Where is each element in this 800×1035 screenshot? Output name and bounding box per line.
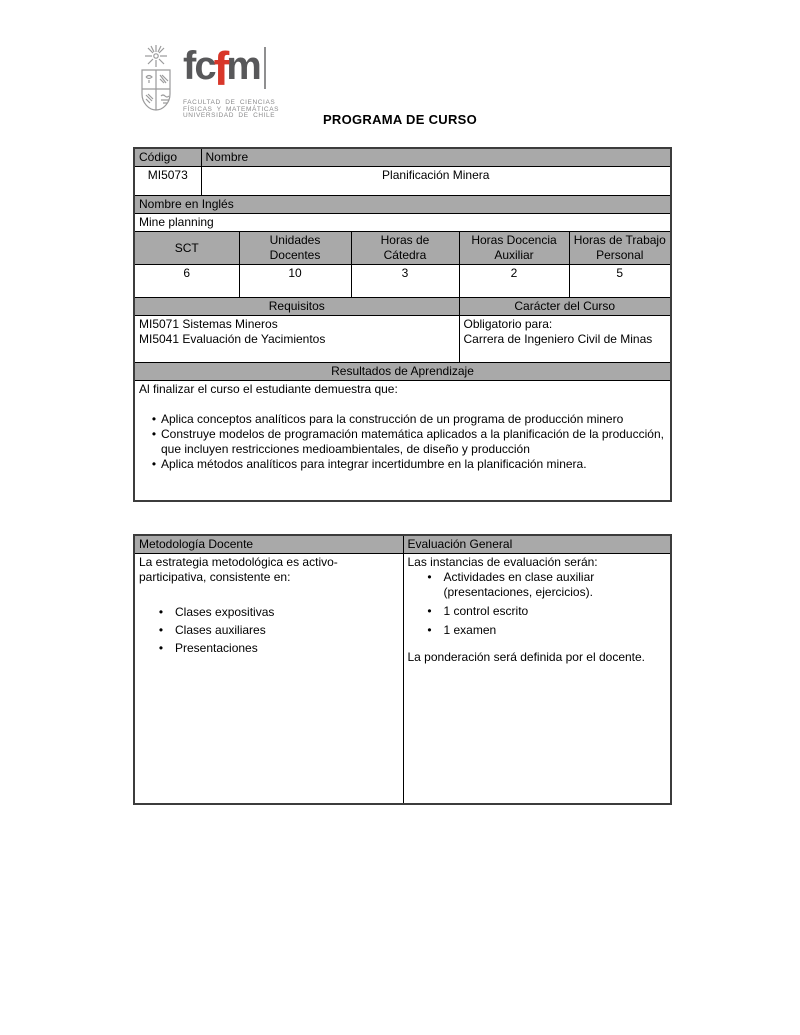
bullet-icon: • <box>151 427 157 441</box>
list-item <box>139 457 666 472</box>
bullet-text: Presentaciones <box>175 641 258 655</box>
horas-catedra-header-cell <box>351 232 459 265</box>
bullet-icon: • <box>158 623 164 637</box>
header-line: Docentes <box>269 248 321 262</box>
evaluacion-note: La ponderación será definida por el docente. <box>407 650 646 664</box>
bullet-icon: • <box>151 457 157 471</box>
caracter-value-cell <box>459 316 671 363</box>
codigo-header-cell: Código <box>134 148 201 167</box>
resultados-bullet-list <box>139 412 666 472</box>
logo-caption-line: UNIVERSIDAD DE CHILE <box>183 112 276 119</box>
nombre-ingles-header-cell: Nombre en Inglés <box>134 196 671 214</box>
bullet-text: Aplica conceptos analíticos para la construcción de un programa de producción minero <box>161 412 624 426</box>
horas-trabajo-value-cell: 5 <box>569 265 671 298</box>
codigo-value-cell: MI5073 <box>134 167 201 196</box>
bullet-text: Clases expositivas <box>175 605 275 619</box>
requisito-line: MI5041 Evaluación de Yacimientos <box>139 332 326 346</box>
unidades-docentes-header-cell <box>239 232 351 265</box>
list-item <box>408 604 667 619</box>
logo-caption-line: FÍSICAS Y MATEMÁTICAS <box>183 105 280 113</box>
fcfm-logo <box>135 44 279 122</box>
university-crest-icon <box>135 44 177 122</box>
requisitos-value-cell <box>134 316 459 363</box>
bullet-icon: • <box>427 623 432 637</box>
horas-trabajo-header-cell <box>569 232 671 265</box>
resultados-intro: Al finalizar el curso el estudiante demuestra que: <box>139 382 398 396</box>
wordmark-fc: fc <box>183 44 215 88</box>
fcfm-wordmark <box>183 44 279 96</box>
list-item <box>139 412 666 427</box>
caracter-line: Obligatorio para: <box>463 317 553 331</box>
nombre-ingles-value-cell: Mine planning <box>134 214 671 232</box>
nombre-value-cell: Planificación Minera <box>201 167 671 196</box>
caracter-header-cell: Carácter del Curso <box>459 298 671 316</box>
page-title: PROGRAMA DE CURSO <box>322 112 478 127</box>
bullet-text: 1 control escrito <box>443 604 529 618</box>
requisitos-header-cell: Requisitos <box>134 298 459 316</box>
horas-docencia-value-cell: 2 <box>459 265 569 298</box>
header-line: Unidades <box>269 233 321 247</box>
list-item <box>139 641 399 656</box>
requisito-line: MI5071 Sistemas Mineros <box>139 317 278 331</box>
caracter-line: Carrera de Ingeniero Civil de Minas <box>463 332 653 346</box>
resultados-content-cell <box>134 381 671 501</box>
list-item <box>139 605 399 620</box>
wordmark-bar <box>264 47 266 89</box>
bullet-text: Aplica métodos analíticos para integrar incertidumbre en la planificación minera. <box>161 457 587 471</box>
bullet-text: Construye modelos de programación matemática aplicados a la planificación de la producción, que incluyen restricciones medioambientales, de diseño y producción <box>161 427 664 456</box>
header-line: Horas de Trabajo <box>573 233 666 247</box>
metodologia-header-cell: Metodología Docente <box>134 535 403 554</box>
resultados-header-cell: Resultados de Aprendizaje <box>134 363 671 381</box>
list-item <box>408 570 667 600</box>
evaluacion-content-cell <box>403 554 671 804</box>
metodologia-intro: La estrategia metodológica es activo-participativa, consistente en: <box>139 555 338 584</box>
logo-text-block <box>183 44 279 120</box>
header-line: Cátedra <box>383 248 427 262</box>
sct-header-label: SCT <box>174 240 199 255</box>
horas-docencia-header-cell <box>459 232 569 265</box>
wordmark-accent-f: f <box>213 42 228 95</box>
evaluacion-bullet-list <box>408 570 667 638</box>
bullet-icon: • <box>427 604 432 618</box>
evaluacion-header-cell: Evaluación General <box>403 535 671 554</box>
nombre-header-cell: Nombre <box>201 148 671 167</box>
evaluacion-intro: Las instancias de evaluación serán: <box>407 555 598 569</box>
metodologia-content-cell <box>134 554 403 804</box>
list-item <box>139 427 666 457</box>
bullet-icon: • <box>158 641 164 655</box>
bullet-text: Actividades en clase auxiliar (presentaciones, ejercicios). <box>443 570 595 599</box>
course-info-table <box>133 147 672 502</box>
metodologia-bullet-list <box>139 605 399 656</box>
unidades-docentes-value-cell: 10 <box>239 265 351 298</box>
bullet-icon: • <box>427 570 432 584</box>
bullet-text: 1 examen <box>443 623 497 637</box>
logo-caption-line: FACULTAD DE CIENCIAS <box>183 99 276 106</box>
header-line: Horas de <box>380 233 430 247</box>
wordmark-m: m <box>226 44 260 88</box>
sct-value-cell: 6 <box>134 265 239 298</box>
header-line: Personal <box>596 248 644 262</box>
header-line: Auxiliar <box>494 248 534 262</box>
bullet-text: Clases auxiliares <box>175 623 266 637</box>
bullet-icon: • <box>158 605 164 619</box>
header-line: Horas Docencia <box>471 233 557 247</box>
sct-header-cell <box>134 232 239 265</box>
method-eval-table <box>133 534 672 805</box>
list-item <box>408 623 667 638</box>
bullet-icon: • <box>151 412 157 426</box>
list-item <box>139 623 399 638</box>
horas-catedra-value-cell: 3 <box>351 265 459 298</box>
